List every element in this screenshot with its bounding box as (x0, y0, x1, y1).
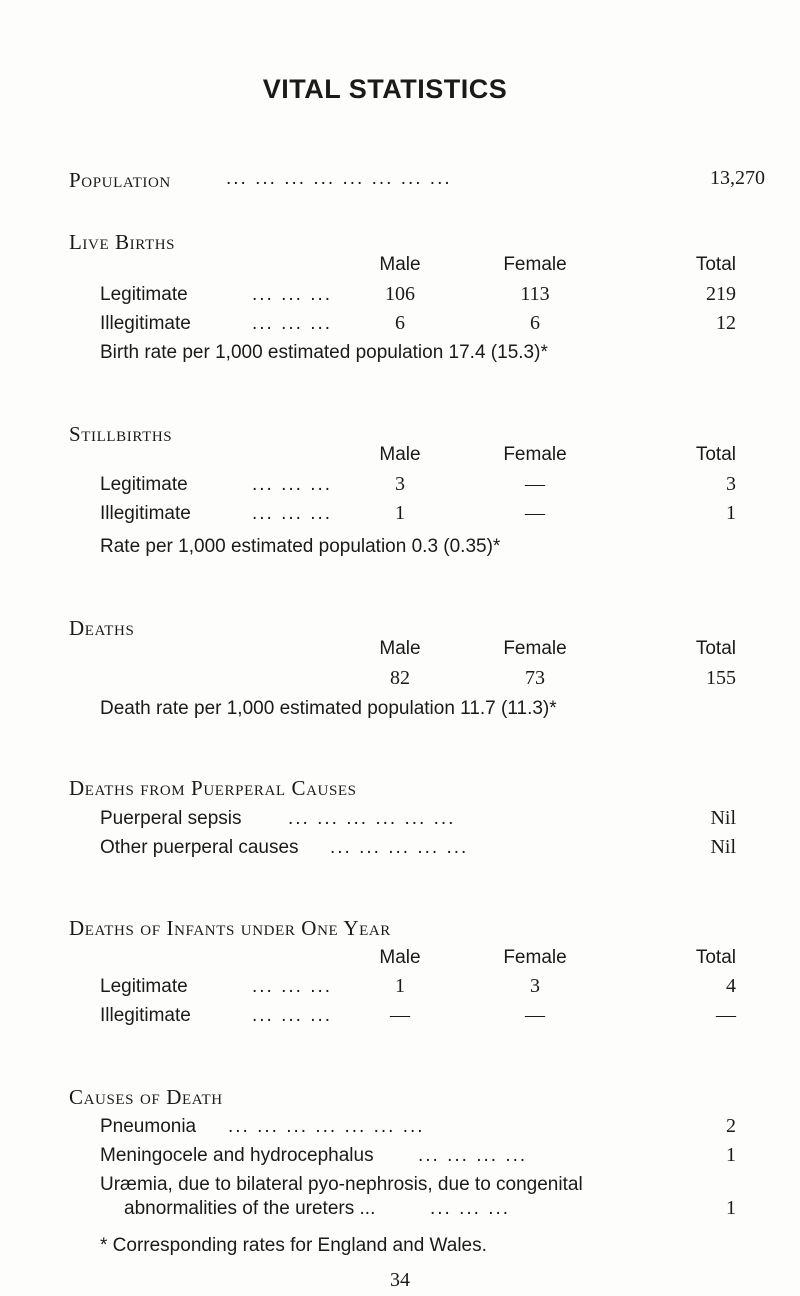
stillbirths-legit-female: — (525, 473, 545, 495)
live-births-legit-male: 106 (385, 283, 415, 305)
stillbirths-col-female: Female (503, 444, 567, 465)
stillbirths-legit-label: Legitimate (100, 474, 188, 495)
cause-uraemia-value: 1 (726, 1197, 736, 1219)
cause-uraemia-dots: ... ... ... (430, 1198, 511, 1219)
infants-illegit-female: — (525, 1004, 545, 1026)
page-title: VITAL STATISTICS (262, 74, 508, 104)
live-births-illegit-label: Illegitimate (100, 313, 191, 334)
cause-uraemia-line2: abnormalities of the ureters ... (124, 1198, 376, 1219)
infants-heading: Deaths of Infants under One Year (69, 916, 391, 940)
puerperal-heading: Deaths from Puerperal Causes (69, 776, 357, 800)
deaths-col-female: Female (503, 638, 567, 659)
infants-illegit-label: Illegitimate (100, 1005, 191, 1026)
infants-legit-female: 3 (530, 975, 540, 997)
deaths-total: 155 (706, 667, 736, 689)
infants-col-male: Male (379, 947, 421, 968)
cause-pneumonia-dots: ... ... ... ... ... ... ... (228, 1116, 425, 1137)
stillbirths-illegit-male: 1 (395, 502, 405, 524)
live-births-col-male: Male (379, 254, 421, 275)
infants-col-female: Female (503, 947, 567, 968)
puerperal-sepsis-dots: ... ... ... ... ... ... (288, 808, 456, 829)
stillbirths-illegit-dots: ... ... ... (252, 503, 333, 524)
stillbirths-legit-dots: ... ... ... (252, 474, 333, 495)
infants-illegit-total: — (716, 1004, 736, 1026)
cause-meningocele-value: 1 (726, 1144, 736, 1166)
cause-pneumonia-value: 2 (726, 1115, 736, 1137)
stillbirths-legit-male: 3 (395, 473, 405, 495)
infants-legit-dots: ... ... ... (252, 976, 333, 997)
other-puerperal-dots: ... ... ... ... ... (330, 837, 469, 858)
deaths-col-male: Male (379, 638, 421, 659)
deaths-male: 82 (390, 667, 410, 689)
stillbirths-heading: Stillbirths (69, 422, 173, 446)
stillbirths-legit-total: 3 (726, 473, 736, 495)
infants-legit-total: 4 (726, 975, 736, 997)
live-births-legit-dots: ... ... ... (252, 284, 333, 305)
live-births-legit-label: Legitimate (100, 284, 188, 305)
live-births-illegit-dots: ... ... ... (252, 313, 333, 334)
stillbirth-rate: Rate per 1,000 estimated population 0.3 (0.35)* (100, 536, 501, 557)
other-puerperal-value: Nil (710, 836, 736, 858)
stillbirths-illegit-female: — (525, 502, 545, 524)
death-rate: Death rate per 1,000 estimated population 11.7 (11.3)* (100, 698, 557, 719)
other-puerperal-label: Other puerperal causes (100, 837, 299, 858)
live-births-legit-female: 113 (520, 283, 550, 305)
live-births-col-total: Total (695, 254, 736, 275)
live-births-col-female: Female (503, 254, 567, 275)
stillbirths-col-total: Total (695, 444, 736, 465)
live-births-legit-total: 219 (706, 283, 736, 305)
cause-pneumonia-label: Pneumonia (100, 1116, 197, 1137)
page-number: 34 (390, 1269, 410, 1291)
infants-col-total: Total (695, 947, 736, 968)
stillbirths-illegit-label: Illegitimate (100, 503, 191, 524)
stillbirths-illegit-total: 1 (726, 502, 736, 524)
cause-uraemia-line1: Uræmia, due to bilateral pyo-nephrosis, due to congenital (100, 1174, 583, 1195)
cause-meningocele-label: Meningocele and hydrocephalus (100, 1145, 374, 1166)
infants-legit-label: Legitimate (100, 976, 188, 997)
cause-meningocele-dots: ... ... ... ... (418, 1145, 528, 1166)
live-births-illegit-total: 12 (716, 312, 736, 334)
live-births-illegit-female: 6 (530, 312, 540, 334)
birth-rate: Birth rate per 1,000 estimated population 17.4 (15.3)* (100, 342, 548, 363)
population-value: 13,270 (710, 167, 765, 189)
population-label: Population (69, 168, 171, 192)
causes-heading: Causes of Death (69, 1085, 223, 1109)
deaths-female: 73 (525, 667, 545, 689)
footnote: * Corresponding rates for England and Wales. (100, 1235, 487, 1256)
puerperal-sepsis-value: Nil (710, 807, 736, 829)
live-births-heading: Live Births (69, 230, 176, 254)
puerperal-sepsis-label: Puerperal sepsis (100, 808, 242, 829)
live-births-illegit-male: 6 (395, 312, 405, 334)
deaths-heading: Deaths (69, 616, 135, 640)
deaths-col-total: Total (695, 638, 736, 659)
infants-legit-male: 1 (395, 975, 405, 997)
infants-illegit-dots: ... ... ... (252, 1005, 333, 1026)
stillbirths-col-male: Male (379, 444, 421, 465)
infants-illegit-male: — (390, 1004, 410, 1026)
population-dots: ... ... ... ... ... ... ... ... (226, 168, 452, 189)
